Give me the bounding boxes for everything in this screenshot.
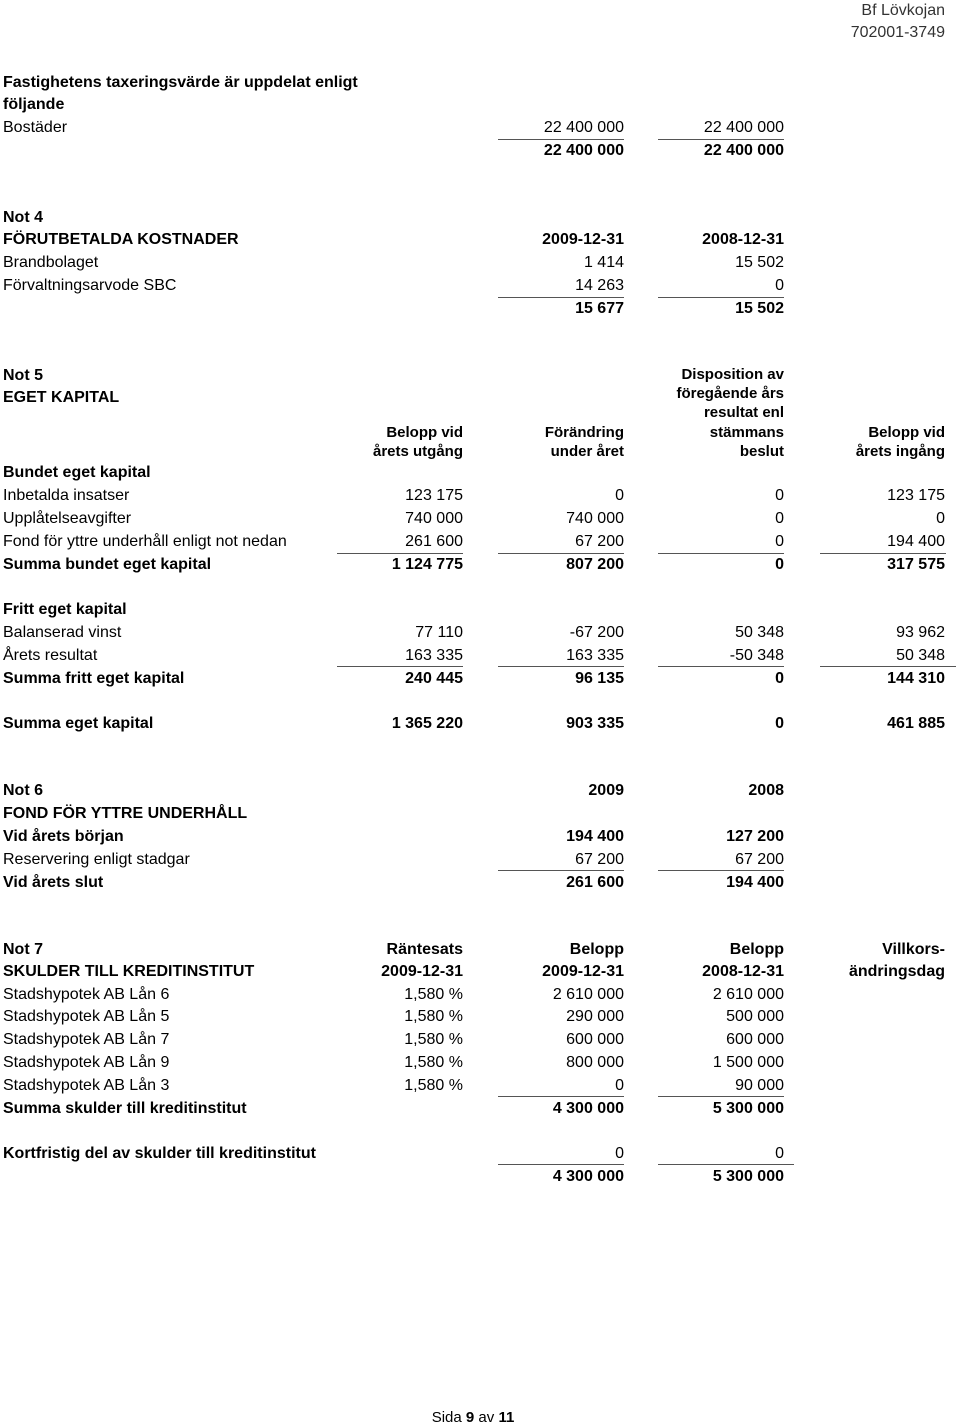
not4-total-2: 15 502	[735, 300, 784, 317]
not5-cell: 50 348	[735, 624, 784, 641]
divider	[658, 666, 784, 667]
not5-cell: 461 885	[887, 715, 945, 732]
not7-row-label: Stadshypotek AB Lån 7	[3, 1031, 170, 1048]
not5-cell: 807 200	[566, 556, 624, 573]
divider	[658, 553, 784, 554]
not7-col1-header: Räntesats	[386, 941, 463, 958]
not5-row-label: Inbetalda insatser	[3, 487, 130, 504]
not5-cell: 123 175	[405, 487, 463, 504]
page-total: 11	[498, 1409, 515, 1426]
divider	[337, 553, 463, 554]
not5-col4-header: Belopp vid	[868, 424, 945, 441]
not6-cell: 67 200	[575, 851, 624, 868]
not7-cell: 1,580 %	[404, 1077, 463, 1094]
divider	[658, 139, 784, 140]
not5-row-label: Fond för yttre underhåll enligt not nedan	[3, 533, 287, 550]
not5-cell: 163 335	[405, 647, 463, 664]
not5-cell: 123 175	[887, 487, 945, 504]
not7-col2-header: 2009-12-31	[542, 963, 624, 980]
fritt-title: Fritt eget kapital	[3, 601, 127, 618]
not5-cell: 261 600	[405, 533, 463, 550]
not7-row-label: Stadshypotek AB Lån 9	[3, 1054, 170, 1071]
not5-cell: 194 400	[887, 533, 945, 550]
page-mid: av	[478, 1409, 495, 1426]
not6-cell: 127 200	[726, 828, 784, 845]
bundet-sum-label: Summa bundet eget kapital	[3, 556, 212, 573]
not5-cell: 740 000	[566, 510, 624, 527]
tax-row-value-1: 22 400 000	[543, 119, 624, 136]
page-footer	[0, 1408, 946, 1428]
not6-cell: 194 400	[726, 874, 784, 891]
not5-cell: 50 348	[896, 647, 945, 664]
not6-number: Not 6	[3, 782, 43, 799]
not4-row-value: 0	[775, 277, 784, 294]
divider	[658, 1096, 784, 1097]
not7-cell: 290 000	[566, 1008, 624, 1025]
fritt-sum-label: Summa fritt eget kapital	[3, 670, 185, 687]
tax-total-1: 22 400 000	[543, 142, 624, 159]
not4-row-label: Förvaltningsarvode SBC	[3, 277, 177, 294]
not5-title: EGET KAPITAL	[3, 389, 120, 406]
not5-cell: 740 000	[405, 510, 463, 527]
not5-cell: 67 200	[575, 533, 624, 550]
not7-cell: 0	[775, 1145, 784, 1162]
not6-title: FOND FÖR YTTRE UNDERHÅLL	[3, 805, 248, 822]
not5-cell: 163 335	[566, 647, 624, 664]
not4-row-value: 14 263	[575, 277, 624, 294]
not6-row-label: Reservering enligt stadgar	[3, 851, 190, 868]
not4-total-1: 15 677	[575, 300, 624, 317]
not5-col3-header: beslut	[739, 443, 784, 460]
not4-number: Not 4	[3, 209, 43, 226]
not5-cell: 1 124 775	[391, 556, 463, 573]
not5-col3-header: föregående års	[676, 385, 784, 402]
not7-cell: 4 300 000	[552, 1168, 624, 1185]
not5-col3-header: Disposition av	[681, 366, 784, 383]
page-prefix: Sida	[431, 1409, 462, 1426]
not5-row-label: Upplåtelseavgifter	[3, 510, 132, 527]
not5-cell: 903 335	[566, 715, 624, 732]
not5-cell: 0	[775, 533, 784, 550]
divider	[820, 666, 956, 667]
not5-cell: 93 962	[896, 624, 945, 641]
not6-cell: 261 600	[566, 874, 624, 891]
not5-col2-header: under året	[550, 443, 624, 460]
page-number: 9	[465, 1409, 475, 1426]
not7-cell: 1,580 %	[404, 986, 463, 1003]
divider	[658, 1164, 794, 1165]
not7-col4-header: ändringsdag	[848, 963, 945, 980]
not5-cell: -67 200	[569, 624, 624, 641]
not7-cell: 5 300 000	[712, 1168, 784, 1185]
divider	[498, 553, 624, 554]
not5-cell: 77 110	[415, 624, 463, 641]
equity-total-label: Summa eget kapital	[3, 715, 154, 732]
not5-col3-header: stämmans	[709, 424, 784, 441]
not7-col3-header: Belopp	[729, 941, 784, 958]
not7-cell: 1 500 000	[712, 1054, 784, 1071]
not5-col3-header: resultat enl	[703, 404, 784, 421]
not7-cell: 1,580 %	[404, 1008, 463, 1025]
not7-number: Not 7	[3, 941, 43, 958]
not5-cell: 96 135	[575, 670, 624, 687]
not6-row-label: Vid årets början	[3, 828, 124, 845]
not5-cell: -50 348	[729, 647, 784, 664]
not5-cell: 1 365 220	[391, 715, 463, 732]
not7-row-label: Stadshypotek AB Lån 3	[3, 1077, 170, 1094]
not7-cell: 2 610 000	[552, 986, 624, 1003]
not5-cell: 0	[775, 556, 784, 573]
not7-row-label: Stadshypotek AB Lån 5	[3, 1008, 170, 1025]
divider	[498, 1096, 624, 1097]
not5-number: Not 5	[3, 367, 43, 384]
not5-cell: 0	[775, 670, 784, 687]
not7-cell: 600 000	[566, 1031, 624, 1048]
not4-title: FÖRUTBETALDA KOSTNADER	[3, 231, 239, 248]
not4-row-value: 15 502	[735, 254, 784, 271]
divider	[498, 666, 624, 667]
not7-title: SKULDER TILL KREDITINSTITUT	[3, 963, 255, 980]
not7-col1-header: 2009-12-31	[381, 963, 463, 980]
not6-col2-header: 2008	[748, 782, 784, 799]
not5-cell: 240 445	[405, 670, 463, 687]
not7-col3-header: 2008-12-31	[702, 963, 784, 980]
not4-col1-header: 2009-12-31	[542, 231, 624, 248]
not7-cell: 0	[615, 1077, 624, 1094]
bundet-title: Bundet eget kapital	[3, 464, 151, 481]
not5-row-label: Balanserad vinst	[3, 624, 122, 641]
divider	[498, 297, 624, 298]
not7-cell: 600 000	[726, 1031, 784, 1048]
not7-cell: 5 300 000	[712, 1100, 784, 1117]
not5-col2-header: Förändring	[544, 424, 624, 441]
not7-row-label: Stadshypotek AB Lån 6	[3, 986, 170, 1003]
tax-row-label: Bostäder	[3, 119, 68, 136]
tax-title-line1: Fastighetens taxeringsvärde är uppdelat enligt	[3, 74, 358, 91]
not5-cell: 0	[615, 487, 624, 504]
tax-total-2: 22 400 000	[703, 142, 784, 159]
not7-cell: 4 300 000	[552, 1100, 624, 1117]
divider	[498, 1164, 624, 1165]
not7-shortterm-label: Kortfristig del av skulder till kreditinstitut	[3, 1145, 316, 1162]
not5-col1-header: Belopp vid	[386, 424, 463, 441]
not7-cell: 1,580 %	[404, 1054, 463, 1071]
not5-row-label: Årets resultat	[3, 647, 98, 664]
divider	[498, 870, 624, 871]
not5-cell: 144 310	[887, 670, 945, 687]
not5-col4-header: årets ingång	[855, 443, 945, 460]
not5-cell: 0	[775, 487, 784, 504]
not4-row-value: 1 414	[583, 254, 624, 271]
not5-col1-header: årets utgång	[372, 443, 463, 460]
divider	[337, 666, 463, 667]
not7-cell: 500 000	[726, 1008, 784, 1025]
not6-cell: 194 400	[566, 828, 624, 845]
page-header	[851, 0, 945, 44]
not5-cell: 0	[775, 510, 784, 527]
divider	[658, 297, 784, 298]
not5-cell: 0	[936, 510, 945, 527]
divider	[658, 870, 784, 871]
org-number: 702001-3749	[850, 24, 945, 41]
not7-col4-header: Villkors-	[882, 941, 945, 958]
not6-col1-header: 2009	[588, 782, 624, 799]
not6-row-label: Vid årets slut	[3, 874, 104, 891]
not7-cell: 1,580 %	[404, 1031, 463, 1048]
tax-row-value-2: 22 400 000	[703, 119, 784, 136]
not7-col2-header: Belopp	[569, 941, 624, 958]
not4-row-label: Brandbolaget	[3, 254, 99, 271]
not5-cell: 0	[775, 715, 784, 732]
divider	[820, 553, 946, 554]
not7-cell: 90 000	[735, 1077, 784, 1094]
divider	[498, 139, 624, 140]
not7-cell: 800 000	[566, 1054, 624, 1071]
not6-cell: 67 200	[735, 851, 784, 868]
org-name: Bf Lövkojan	[861, 2, 945, 19]
tax-title-line2: följande	[3, 96, 65, 113]
not7-sum-label: Summa skulder till kreditinstitut	[3, 1100, 247, 1117]
not4-col2-header: 2008-12-31	[702, 231, 784, 248]
not7-cell: 2 610 000	[712, 986, 784, 1003]
not5-cell: 317 575	[887, 556, 945, 573]
not7-cell: 0	[615, 1145, 624, 1162]
